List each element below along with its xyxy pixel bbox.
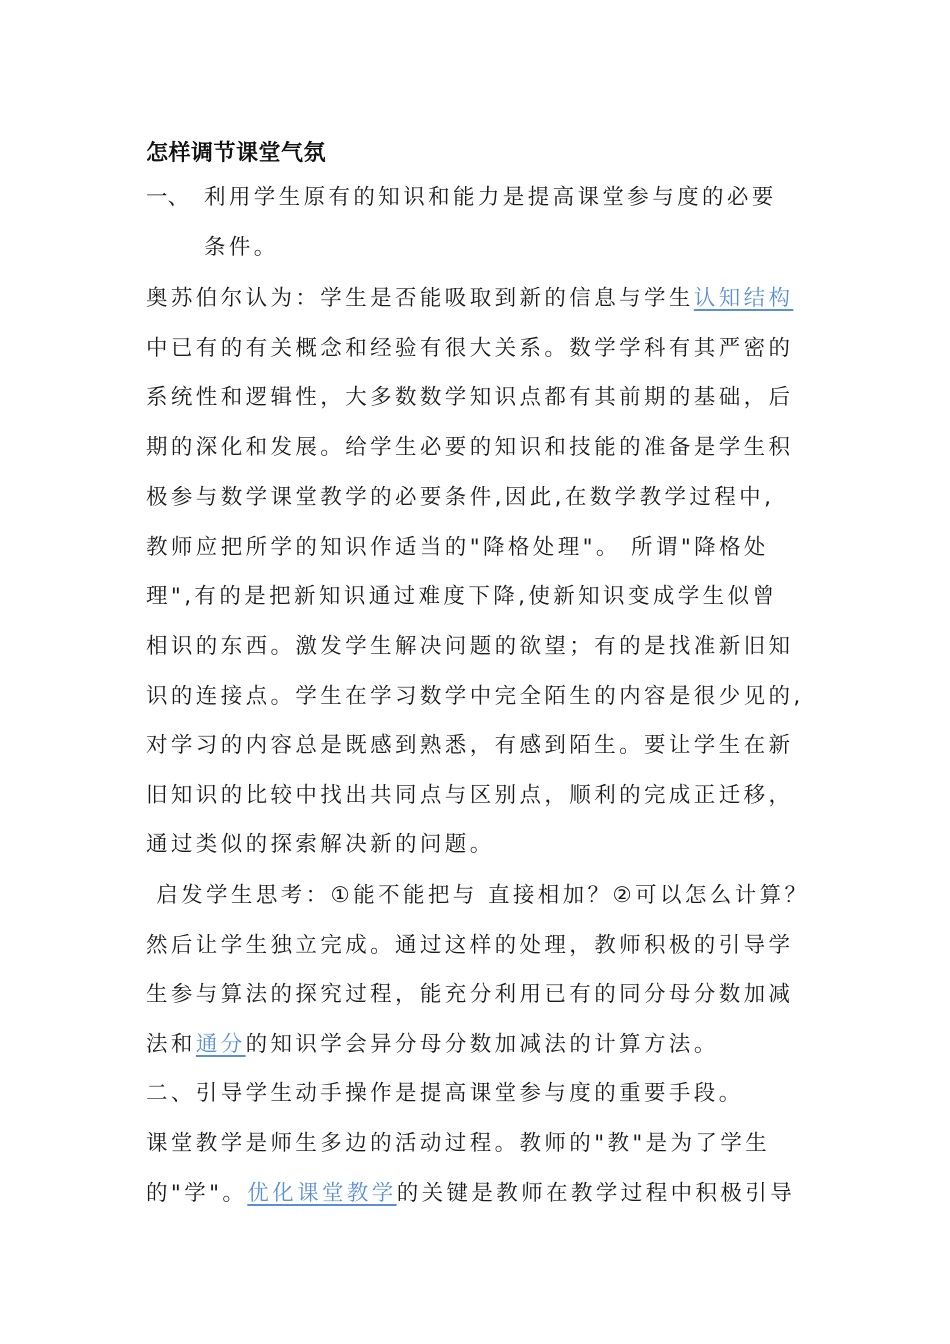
section-1-heading-continued: 条件。 <box>204 235 279 260</box>
link-common-denominator[interactable]: 通分 <box>195 1032 246 1057</box>
paragraph-1-line-9: 识的连接点。学生在学习数学中完全陌生的内容是很少见的, <box>146 684 804 709</box>
paragraph-2-line-1: 启发学生思考：①能不能把与 直接相加？②可以怎么计算？ <box>146 883 810 908</box>
paragraph-1-line-10: 对学习的内容总是既感到熟悉，有感到陌生。要让学生在新 <box>146 733 794 758</box>
paragraph-1-line-11: 旧知识的比较中找出共同点与区别点，顺利的完成正迁移， <box>146 783 794 808</box>
paragraph-2-line-2: 然后让学生独立完成。通过这样的处理，教师积极的引导学 <box>146 933 794 958</box>
paragraph-2-line-4 <box>146 1034 719 1056</box>
paragraph-1-line-8: 相识的东西。激发学生解决问题的欲望；有的是找准新旧知 <box>146 634 794 659</box>
paragraph-1-line-12: 通过类似的探索解决新的问题。 <box>146 832 495 857</box>
paragraph-1-line-4: 期的深化和发展。给学生必要的知识和技能的准备是学生积 <box>146 435 794 460</box>
paragraph-3-line-1: 课堂教学是师生多边的活动过程。教师的"教"是为了学生 <box>146 1131 771 1156</box>
paragraph-1-line-5: 极参与数学课堂教学的必要条件,因此,在数学教学过程中, <box>146 485 775 510</box>
paragraph-1-line-2: 中已有的有关概念和经验有很大关系。数学学科有其严密的 <box>146 336 794 361</box>
paragraph-1-line-6: 教师应把所学的知识作适当的"降格处理"。 所谓"降格处 <box>146 535 769 560</box>
document-title: 怎样调节课堂气氛 <box>146 141 327 166</box>
section-2-heading: 二、引导学生动手操作是提高课堂参与度的重要手段。 <box>146 1081 744 1106</box>
link-cognitive-structure[interactable]: 认知结构 <box>693 286 794 311</box>
paragraph-1-line-7: 理",有的是把新知识通过难度下降,使新知识变成学生似曾 <box>146 584 778 609</box>
section-1-heading-text: 利用学生原有的知识和能力是提高课堂参与度的必要 <box>204 185 777 210</box>
paragraph-2-line-4-post: 的知识学会异分母分数加减法的计算方法。 <box>245 1032 719 1057</box>
section-1-number: 一、 <box>146 185 190 210</box>
link-optimize-classroom-teaching[interactable]: 优化课堂教学 <box>247 1181 397 1206</box>
paragraph-3-line-2-post: 的关键是教师在教学过程中积极引导 <box>396 1181 796 1206</box>
paragraph-2-line-4-pre: 法和 <box>146 1032 196 1057</box>
paragraph-2-line-3: 生参与算法的探究过程，能充分利用已有的同分母分数加减 <box>146 982 794 1007</box>
section-1-heading <box>146 187 777 209</box>
paragraph-3-line-2-pre: 的"学"。 <box>146 1181 248 1206</box>
paragraph-1-line-1-text: 奥苏伯尔认为：学生是否能吸取到新的信息与学生 <box>146 286 694 311</box>
paragraph-1-line-3: 系统性和逻辑性，大多数数学知识点都有其前期的基础，后 <box>146 385 794 410</box>
paragraph-3-line-2 <box>146 1183 795 1205</box>
paragraph-1-line-1 <box>146 288 793 310</box>
